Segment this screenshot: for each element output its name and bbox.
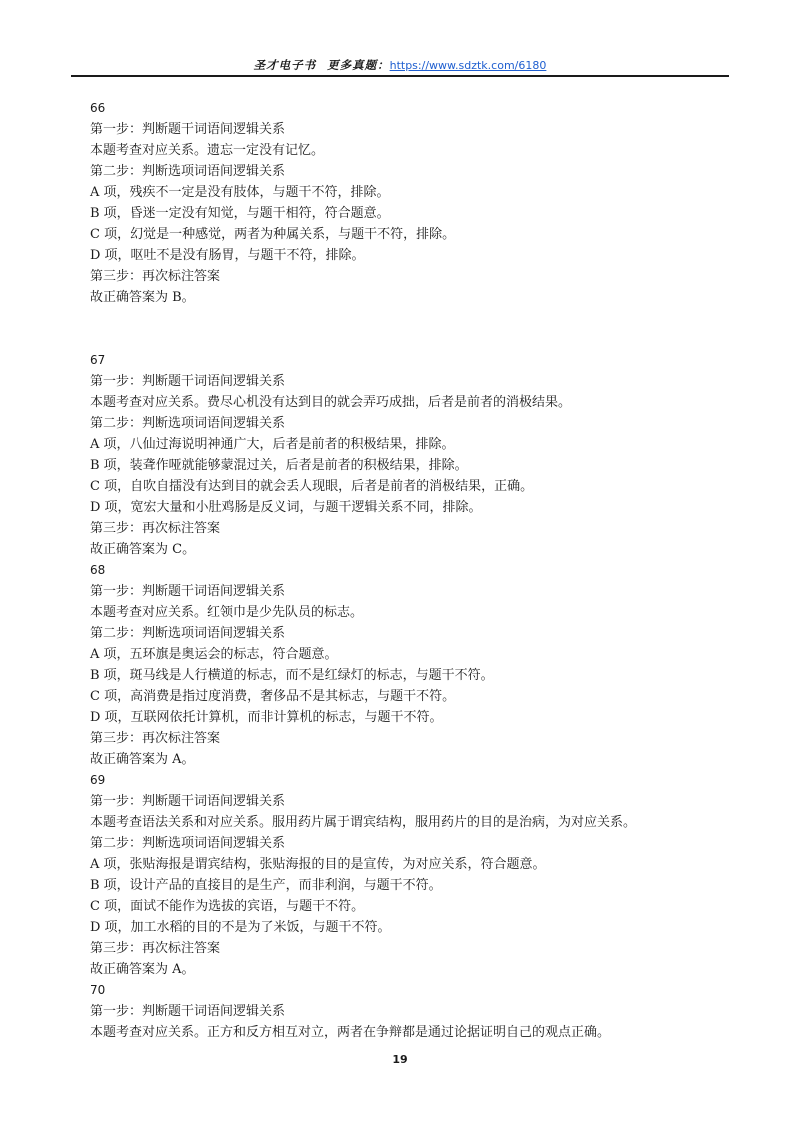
- question-line: C 项，面试不能作为选拔的宾语，与题干不符。: [90, 899, 365, 914]
- question-line: 故正确答案为 A。: [90, 962, 195, 977]
- question-line: A 项，八仙过海说明神通广大，后者是前者的积极结果，排除。: [90, 437, 455, 452]
- question-line: 第一步：判断题干词语间逻辑关系: [90, 374, 286, 389]
- question-line: 第二步：判断选项词语间逻辑关系: [90, 626, 286, 641]
- question-line: 故正确答案为 C。: [90, 542, 196, 557]
- question-line: C 项，幻觉是一种感觉，两者为种属关系，与题干不符，排除。: [90, 227, 456, 242]
- question-line: 本题考查对应关系。遗忘一定没有记忆。: [90, 143, 325, 158]
- question-number: 66: [90, 101, 106, 115]
- question-number: 67: [90, 353, 106, 367]
- question-number: 69: [90, 773, 106, 787]
- question-line: D 项，呕吐不是没有肠胃，与题干不符，排除。: [90, 248, 365, 263]
- question-line: 第三步：再次标注答案: [90, 521, 221, 536]
- question-line: 第一步：判断题干词语间逻辑关系: [90, 584, 286, 599]
- question-line: 本题考查对应关系。费尽心机没有达到目的就会弄巧成拙，后者是前者的消极结果。: [90, 395, 572, 410]
- question-line: 第二步：判断选项词语间逻辑关系: [90, 416, 286, 431]
- page-header: [0, 57, 800, 74]
- blank-line: [90, 329, 730, 350]
- question-line: A 项，残疾不一定是没有肢体，与题干不符，排除。: [90, 185, 390, 200]
- question-line: 第三步：再次标注答案: [90, 269, 221, 284]
- question-line: 本题考查对应关系。红领巾是少先队员的标志。: [90, 605, 364, 620]
- question-line: C 项，高消费是指过度消费，奢侈品不是其标志，与题干不符。: [90, 689, 456, 704]
- question-line: 第三步：再次标注答案: [90, 941, 221, 956]
- question-line: 第一步：判断题干词语间逻辑关系: [90, 794, 286, 809]
- question-line: 第一步：判断题干词语间逻辑关系: [90, 122, 286, 137]
- question-line: 本题考查语法关系和对应关系。服用药片属于谓宾结构，服用药片的目的是治病，为对应关系。: [90, 815, 637, 830]
- question-number: 70: [90, 983, 106, 997]
- question-line: 第三步：再次标注答案: [90, 731, 221, 746]
- question-line: 第一步：判断题干词语间逻辑关系: [90, 1004, 286, 1019]
- question-line: 故正确答案为 B。: [90, 290, 195, 305]
- header-more-label: 更多真题：: [327, 58, 390, 72]
- question-line: 本题考查对应关系。正方和反方相互对立，两者在争辩都是通过论据证明自己的观点正确。: [90, 1025, 611, 1040]
- question-line: B 项，设计产品的直接目的是生产，而非利润，与题干不符。: [90, 878, 442, 893]
- question-number: 68: [90, 563, 106, 577]
- question-line: B 项，昏迷一定没有知觉，与题干相符，符合题意。: [90, 206, 390, 221]
- question-line: 第二步：判断选项词语间逻辑关系: [90, 836, 286, 851]
- page-number: 19: [392, 1053, 408, 1066]
- question-line: A 项，五环旗是奥运会的标志，符合题意。: [90, 647, 338, 662]
- question-line: B 项，装聋作哑就能够蒙混过关，后者是前者的积极结果，排除。: [90, 458, 468, 473]
- header-rule: [71, 75, 729, 77]
- question-line: 故正确答案为 A。: [90, 752, 195, 767]
- question-line: B 项，斑马线是人行横道的标志，而不是红绿灯的标志，与题干不符。: [90, 668, 494, 683]
- header-link[interactable]: https://www.sdztk.com/6180: [389, 59, 547, 72]
- question-line: A 项，张贴海报是谓宾结构，张贴海报的目的是宣传，为对应关系，符合题意。: [90, 857, 546, 872]
- header-brand: 圣才电子书: [253, 58, 317, 72]
- question-line: 第二步：判断选项词语间逻辑关系: [90, 164, 286, 179]
- header-separator: [316, 58, 327, 72]
- blank-line: [90, 308, 730, 329]
- question-line: D 项，宽宏大量和小肚鸡肠是反义词，与题干逻辑关系不同，排除。: [90, 500, 482, 515]
- question-line: D 项，互联网依托计算机，而非计算机的标志，与题干不符。: [90, 710, 443, 725]
- question-line: D 项，加工水稻的目的不是为了米饭，与题干不符。: [90, 920, 391, 935]
- question-line: C 项，自吹自擂没有达到目的就会丢人现眼，后者是前者的消极结果，正确。: [90, 479, 534, 494]
- document-body: [90, 98, 730, 1043]
